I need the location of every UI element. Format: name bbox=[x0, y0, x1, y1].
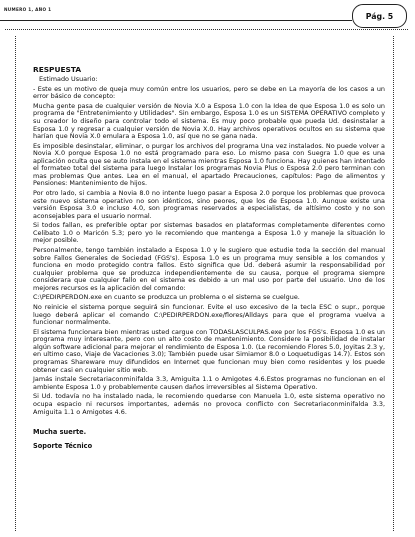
paragraph: Personalmente, tengo también instalado a Esposa 1.0 y le sugiero que estudie toda la sección del manual sobre Fallos Generales de Sociedad (FGS's). Esposa 1.0 es un programa muy sensible a los comandos y funciona en modo protegido contra fallos. Esto significa que Ud. deberá asumir la responsabilidad por cualquier problema que se produzca independientemente de su causa, porque el programa siempre considerara que cualquier fallo en el sistema es debido a un mal uso por parte del usuario. Uno de los mejores recursos es la aplicación del comando: bbox=[33, 246, 385, 292]
page-number-badge: Pág. 5 bbox=[352, 4, 407, 28]
signature: Soporte Técnico bbox=[33, 441, 93, 450]
paragraph: Mucha gente pasa de cualquier versión de Novia X.0 a Esposa 1.0 con la Idea de que Esposa 1.0 es solo un programa de "Entretenimiento y Utilidades". Sin embargo, Esposa 1.0 es un SISTEMA OPERATIVO completo y su creador lo diseño para controlar todo el sistema. Es muy poco probable que pueda Ud. desinstalar a Esposa 1.0 y regresar a cualquier versión de Novia X.0. Hay archivos operativos ocultos en su sistema que harían que Novia X.0 emulara a Esposa 1.0, así que no se gana nada. bbox=[33, 101, 385, 141]
paragraph: - Este es un motivo de queja muy común entre los usuarios, pero se debe en La mayoría de los casos a un error básico de concepto: bbox=[33, 84, 385, 101]
paragraph: No reinicie el sistema porque seguirá sin funcionar. Evite el uso excesivo de la tecla ESC o supr., porque luego deberá aplicar el comando C:\PEDIRPERDON.exe/flores/Alldays para que el programa vuelva a funcionar normalmente. bbox=[33, 303, 385, 327]
dotted-border-right bbox=[393, 36, 394, 531]
article-body bbox=[33, 66, 385, 452]
header-rule bbox=[0, 20, 352, 21]
paragraph: El sistema funcionara bien mientras usted cargue con TODASLASCULPAS.exe por los FGS's. Esposa 1.0 es un programa muy interesante, pero con un alto costo de mantenimiento. Considere la posibilidad de instalar algún software adicional para mejorar el rendimiento de Esposa 1.0. (Le recomiendo Flores 5.0, Joyitas 2.3 y, en ultimo caso, Viaje de Vacaciones 3.0); También puede usar Simiamor 8.0 o Loquetudigas 14.7). Estos son programas Shareware muy difundidos en Internet que funcionan muy bien como residentes y los puede obtener casi en cualquier sitio web. bbox=[33, 327, 385, 374]
issue-label: NUMERO 1, AÑO 1 bbox=[4, 7, 52, 12]
paragraph: Es imposible desinstalar, eliminar, o purgar los archivos del programa Una vez instalados. No puede volver a Novia X.0 porque Esposa 1.0 no está programado para eso. Lo mismo pasa con Suegra 1.0 que es una aplicación oculta que se auto instala en el sistema mientras Esposa 1.0 funciona. Hay quienes han intentado el formateo total del sistema para luego Instalar los programas Novia Plus o Esposa 2.0 pero terminan con mas problemas Que antes. Lea en el manual, el apartado Precauciones, capítulos: Pago de alimentos y Pensiones: Mantenimiento de hijos. bbox=[33, 141, 385, 188]
paragraph: Si Ud. todavía no ha instalado nada, le recomiendo quedarse con Manuela 1.0, este sistema operativo no ocupa espacio ni recursos importantes, además no provoca conflicto con Secretariaconminifalda 3.3, Amiguita 1.1 o Amigotes 4.6. bbox=[33, 392, 385, 416]
paragraph: Si todos fallan, es preferible optar por sistemas basados en plataformas completamente diferentes como Celibato 1.0 o Maricón 5.3; pero yo le recomiendo que mantenga a Esposa 1.0 y maneje la situación lo mejor posible. bbox=[33, 221, 385, 245]
article-heading: RESPUESTA bbox=[33, 65, 82, 74]
closing-line: Mucha suerte. bbox=[33, 428, 87, 437]
paragraph: C:\PEDIRPERDON.exe en cuanto se produzca un problema o el sistema se cuelgue. bbox=[33, 293, 300, 302]
dotted-border-top bbox=[5, 29, 408, 30]
paragraph: Jamás instale Secretariaconminifalda 3.3, Amiguita 1.1 o Amigotes 4.6.Estos programas no funcionan en el ambiente Esposa 1.0 y probablemente causen daños irreversibles al Sistema Operativo. bbox=[33, 375, 385, 391]
greeting: Estimado Usuario: bbox=[39, 75, 98, 84]
dotted-border-left bbox=[15, 36, 16, 531]
paragraph: Por otro lado, si cambia a Novia 8.0 no intente luego pasar a Esposa 2.0 porque los problemas que provoca este nuevo sistema operativo no son idénticos, sino peores, que los de Esposa 1.0. Aunque existe una versión Esposa 3.0 e incluso 4.0, son programas reservados a especialistas, de altísimo costo y no son aconsejables para el usuario normal. bbox=[33, 189, 385, 220]
